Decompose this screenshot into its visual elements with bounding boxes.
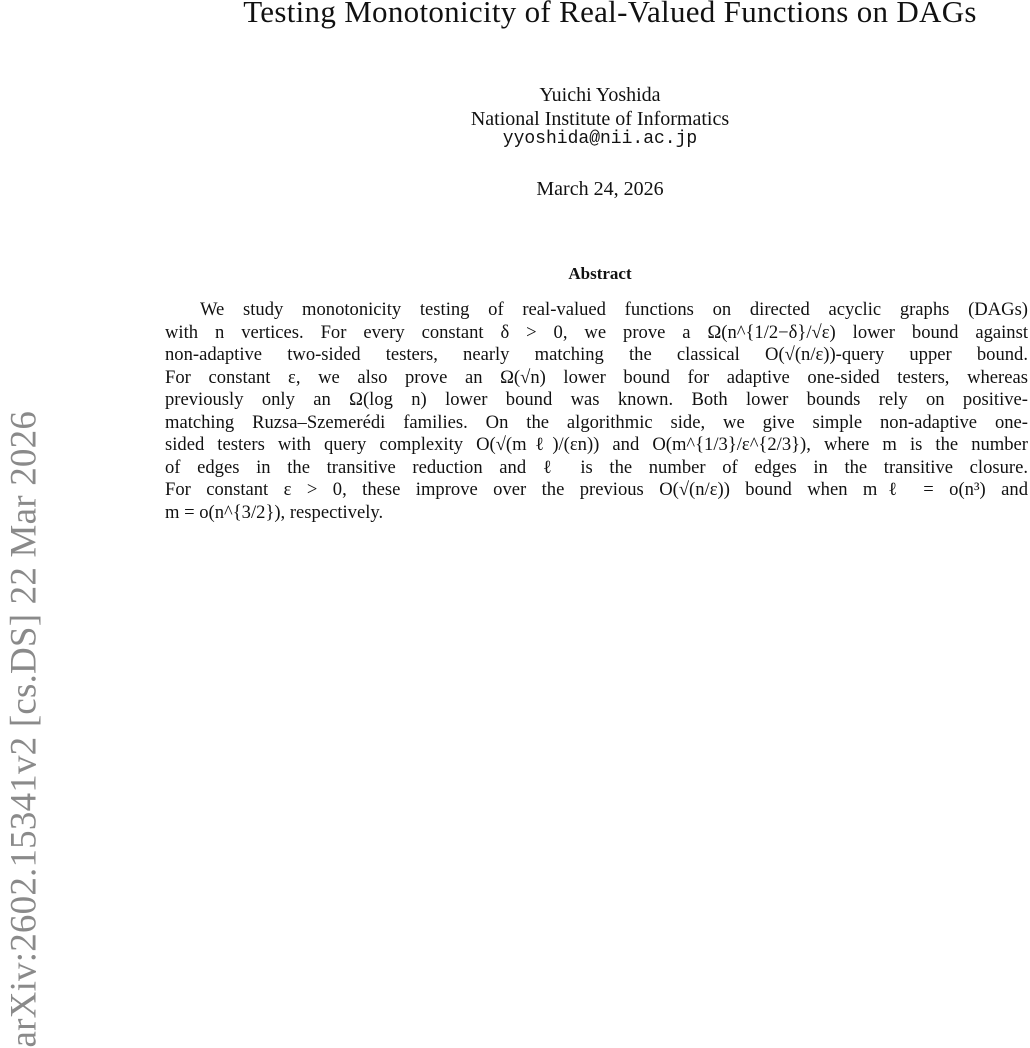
abstract-line: with n vertices. For every constant δ > 0, we prove a Ω(n^{1/2−δ}/√ε) lower bound against xyxy=(165,321,1028,343)
author-email: yyoshida@nii.ac.jp xyxy=(502,129,698,149)
author-affiliation: National Institute of Informatics xyxy=(470,108,730,130)
abstract-line: m = o(n^{3/2}), respectively. xyxy=(165,501,384,523)
abstract-line: We study monotonicity testing of real-valued functions on directed acyclic graphs (DAGs) xyxy=(200,299,1028,320)
abstract-body xyxy=(165,299,1028,524)
abstract-line: of edges in the transitive reduction and ℓ is the number of edges in the transitive closure. xyxy=(165,456,1028,478)
abstract-line: For constant ε > 0, these improve over the previous O(√(n/ε)) bound when mℓ = o(n³) and xyxy=(165,479,1028,500)
abstract-line: For constant ε, we also prove an Ω(√n) lower bound for adaptive one-sided testers, whereas xyxy=(165,366,1028,388)
paper-title: Testing Monotonicity of Real-Valued Functions on DAGs xyxy=(243,0,977,29)
abstract-line: matching Ruzsa–Szemerédi families. On the algorithmic side, we give simple non-adaptive one- xyxy=(165,411,1028,433)
abstract-line: previously only an Ω(log n) lower bound was known. Both lower bounds rely on positive- xyxy=(165,389,1028,410)
arxiv-identifier-stamp: arXiv:2602.15341v2 [cs.DS] 22 Mar 2026 xyxy=(3,410,45,1048)
abstract-line: sided testers with query complexity O(√(mℓ)/(εn)) and O(m^{1/3}/ε^{2/3}), where m is the number xyxy=(165,434,1028,455)
abstract-line: non-adaptive two-sided testers, nearly matching the classical O(√(n/ε))-query upper bound. xyxy=(165,344,1028,365)
paper-date: March 24, 2026 xyxy=(536,178,664,200)
abstract-heading: Abstract xyxy=(568,264,632,283)
author-name: Yuichi Yoshida xyxy=(539,84,661,106)
